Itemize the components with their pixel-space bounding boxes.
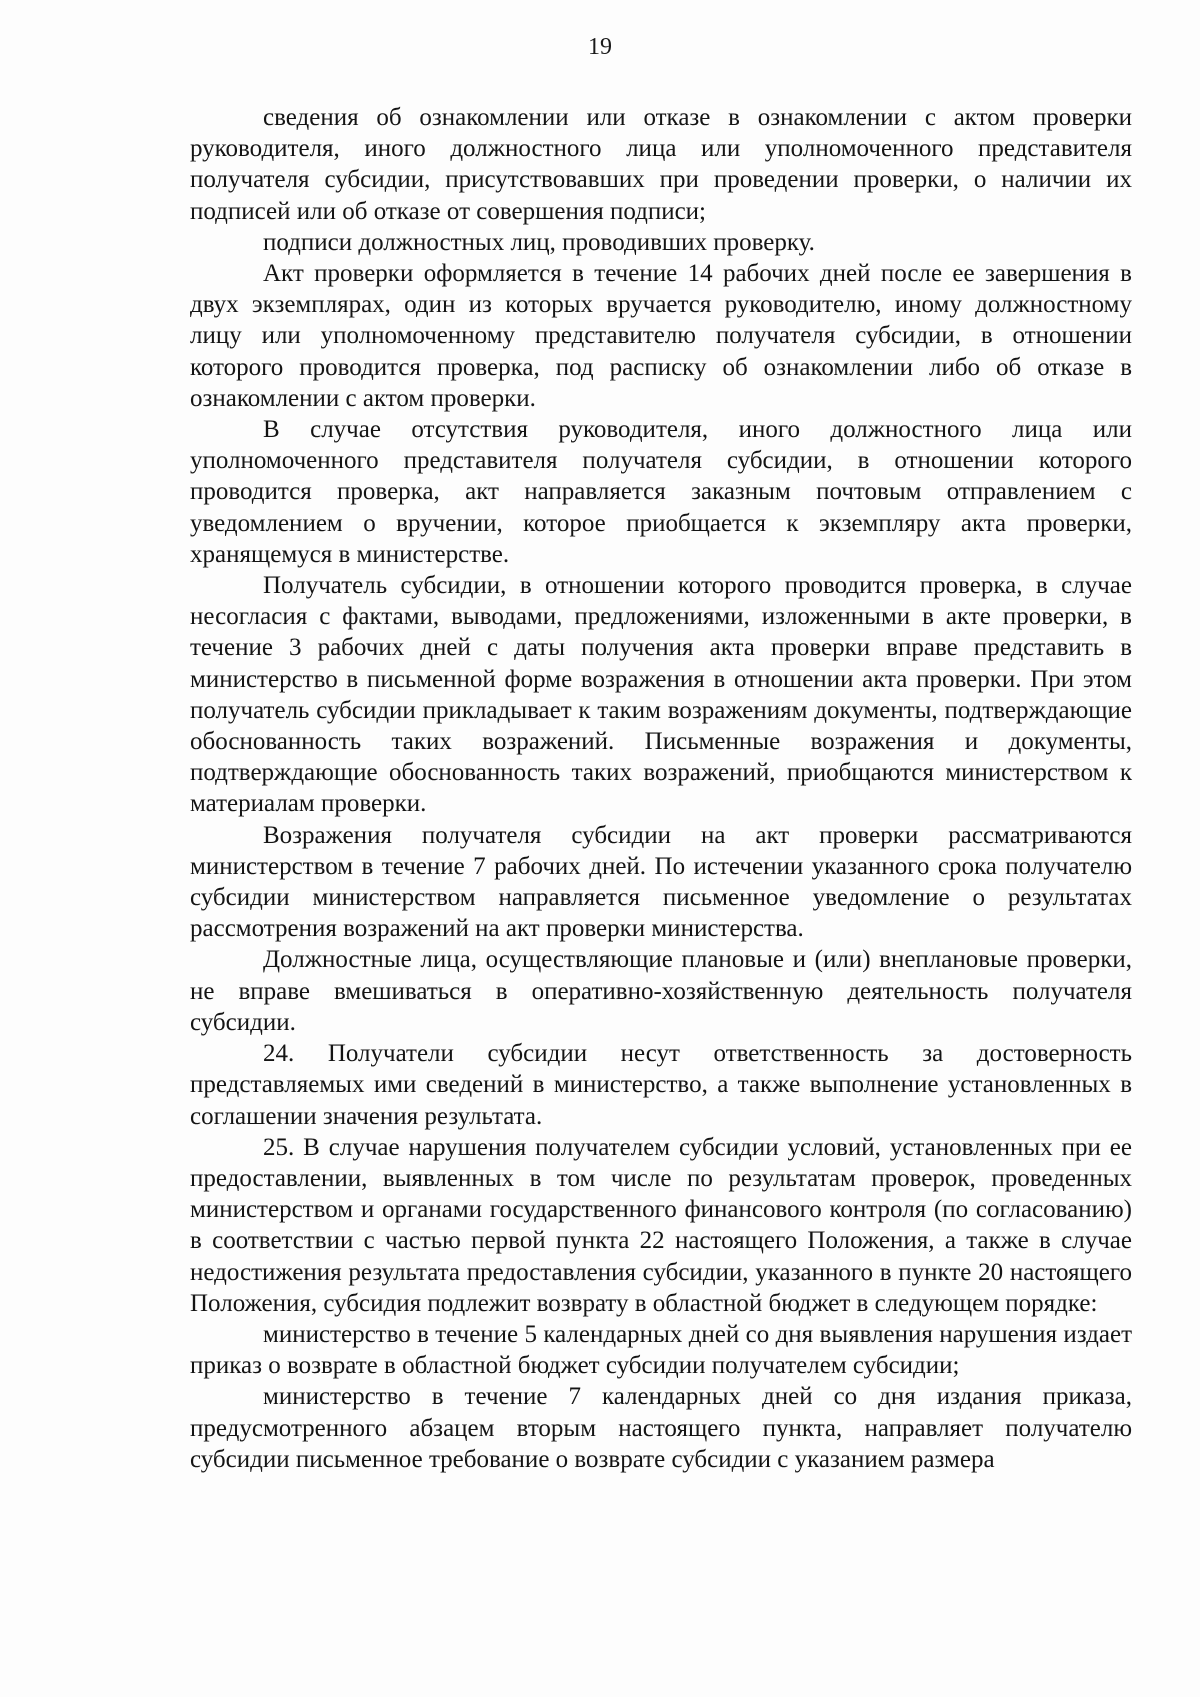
paragraph-absence-of-head: В случае отсутствия руководителя, иного должностного лица или уполномоченного представителя получателя субсидии, в отношении которого проводится проверка, акт направляется заказным почтовым отправлением с уведомлением о вручении, которое приобщается к экземпляру акта проверки, хранящемуся в министерстве. (190, 416, 1132, 568)
paragraph-item-25: 25. В случае нарушения получателем субсидии условий, установленных при ее предоставлении, выявленных в том числе по результатам проверок, проведенных министерством и органами государственного финансового контроля (по согласованию) в соответствии с частью первой пункта 22 настоящего Положения, а также в случае недостижения результата предоставления субсидии, указанного в пункте 20 настоящего Положения, субсидия подлежит возврату в областной бюджет в следующем порядке: (190, 1133, 1132, 1317)
paragraph-objections-right: Получатель субсидии, в отношении которого проводится проверка, в случае несогласия с фактами, выводами, предложениями, изложенными в акте проверки, в течение 3 рабочих дней с даты получения акта проверки вправе представить в министерство в письменной форме возражения в отношении акта проверки. При этом получатель субсидии прикладывает к таким возражениям документы, подтверждающие обоснованность таких возражений. Письменные возражения и документы, подтверждающие обоснованность таких возражений, приобщаются министерством к материалам проверки. (190, 572, 1132, 818)
paragraph-objections-review: Возражения получателя субсидии на акт проверки рассматриваются министерством в течение 7 рабочих дней. По истечении указанного срока получателю субсидии министерством направляется письменное уведомление о результатах рассмотрения возражений на акт проверки министерства. (190, 821, 1132, 943)
paragraph-officials-restriction: Должностные лица, осуществляющие плановые и (или) внеплановые проверки, не вправе вмешиваться в оперативно-хозяйственную деятельность получателя субсидии. (190, 946, 1132, 1036)
paragraph-item-24: 24. Получатели субсидии несут ответственность за достоверность представляемых ими сведений в министерство, а также выполнение установленных в соглашении значения результата. (190, 1040, 1132, 1130)
paragraph-return-demand: министерство в течение 7 календарных дней со дня издания приказа, предусмотренного абзацем вторым настоящего пункта, направляет получателю субсидии письменное требование о возврате субсидии с указанием размера (190, 1383, 1132, 1473)
paragraph-signatures: подписи должностных лиц, проводивших проверку. (263, 228, 815, 256)
paragraph-return-order: министерство в течение 5 календарных дней со дня выявления нарушения издает приказ о возврате в областной бюджет субсидии получателем субсидии; (190, 1320, 1132, 1380)
paragraph-act-preparation: Акт проверки оформляется в течение 14 рабочих дней после ее завершения в двух экземплярах, один из которых вручается руководителю, иному должностному лицу или уполномоченному представителю получателя субсидии, в отношении которого проводится проверка, под расписку об ознакомлении либо об отказе в ознакомлении с актом проверки. (190, 260, 1132, 412)
paragraph-acquaintance-info: сведения об ознакомлении или отказе в ознакомлении с актом проверки руководителя, иного должностного лица или уполномоченного представителя получателя субсидии, присутствовавших при проведении проверки, о наличии их подписей или об отказе от совершения подписи; (190, 104, 1132, 225)
document-body (190, 102, 1132, 1475)
page-number: 19 (588, 34, 612, 60)
